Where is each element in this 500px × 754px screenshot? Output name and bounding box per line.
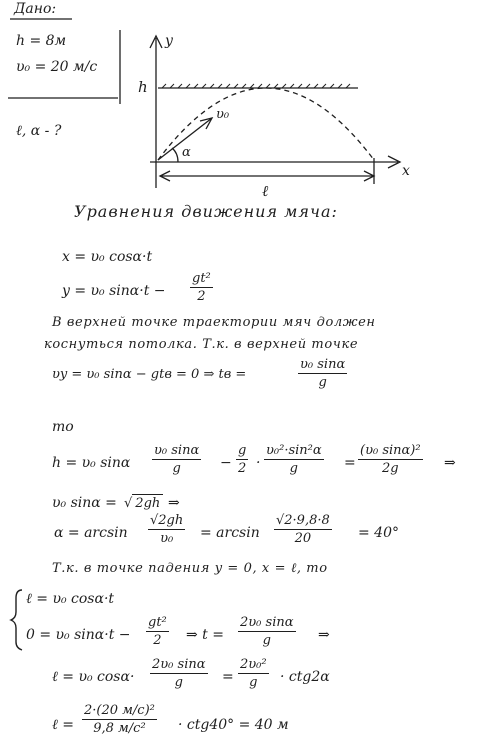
alpha-result: = 40° (358, 525, 399, 541)
sin-equation: υ₀ sinα = (52, 495, 117, 511)
equation-y: y = υ₀ sinα·t − (62, 283, 166, 299)
find-label: ℓ, α - ? (16, 123, 62, 139)
vy-denominator: g (318, 375, 327, 390)
x-axis-label: x (402, 163, 410, 179)
alpha-equation: α = arcsin (54, 525, 128, 541)
vy-fraction (298, 358, 347, 389)
range-fraction-2: 2υ₀² g (240, 657, 267, 690)
equation-y-numerator: gt² (192, 271, 211, 286)
angle-label: α (182, 145, 191, 160)
then-label-1: то (52, 419, 74, 435)
height-equation: h = υ₀ sinα (52, 455, 131, 471)
alpha-fraction-1: √2gh υ₀ (150, 513, 184, 546)
solution-heading: Уравнения движения мяча: (74, 202, 338, 221)
final-result: · ctg40° = 40 м (178, 717, 289, 733)
text-apex-line2: коснуться потолка. Т.к. в верхней точке (44, 337, 359, 352)
height-fraction-4: (υ₀ sinα)² 2g (360, 443, 421, 476)
given-v0: υ₀ = 20 м/с (16, 59, 98, 75)
height-fraction-2: g 2 (238, 443, 247, 476)
y-axis-label: y (165, 33, 173, 49)
given-h: h = 8м (16, 33, 67, 49)
vy-equation: υy = υ₀ sinα − gtв = 0 ⇒ tв = (52, 367, 247, 382)
range-fraction-1: 2υ₀ sinα g (152, 657, 206, 690)
final-equation: ℓ = (52, 717, 75, 733)
final-fraction: 2·(20 м/с)² 9,8 м/с² (84, 703, 155, 736)
system-fraction-2: 2υ₀ sinα g (240, 615, 294, 648)
velocity-label: υ₀ (216, 107, 230, 122)
range-label: ℓ (262, 182, 269, 200)
alpha-fraction-2: √2·9,8·8 20 (276, 513, 330, 546)
height-label: h (138, 78, 148, 96)
sin-sqrt: √ 2gh (124, 494, 163, 510)
vy-numerator: υ₀ sinα (300, 357, 346, 372)
angle-arc (172, 148, 178, 162)
text-landing: Т.к. в точке падения y = 0, x = ℓ, то (52, 561, 328, 576)
system-eq-2: 0 = υ₀ sinα·t − (26, 627, 131, 643)
range-equation: ℓ = υ₀ cosα· (52, 669, 135, 685)
text-apex-line1: В верхней точке траектории мяч должен (52, 315, 376, 330)
given-title: Дано: (14, 1, 57, 17)
height-fraction-3: υ₀²·sin²α g (266, 443, 322, 476)
equation-x: x = υ₀ cosα·t (62, 249, 153, 265)
system-eq-1: ℓ = υ₀ cosα·t (26, 591, 115, 607)
equation-y-denominator: 2 (197, 289, 206, 304)
equation-y-fraction (190, 272, 213, 303)
height-fraction-1: υ₀ sinα g (154, 443, 200, 476)
system-fraction-1: gt² 2 (148, 615, 167, 648)
